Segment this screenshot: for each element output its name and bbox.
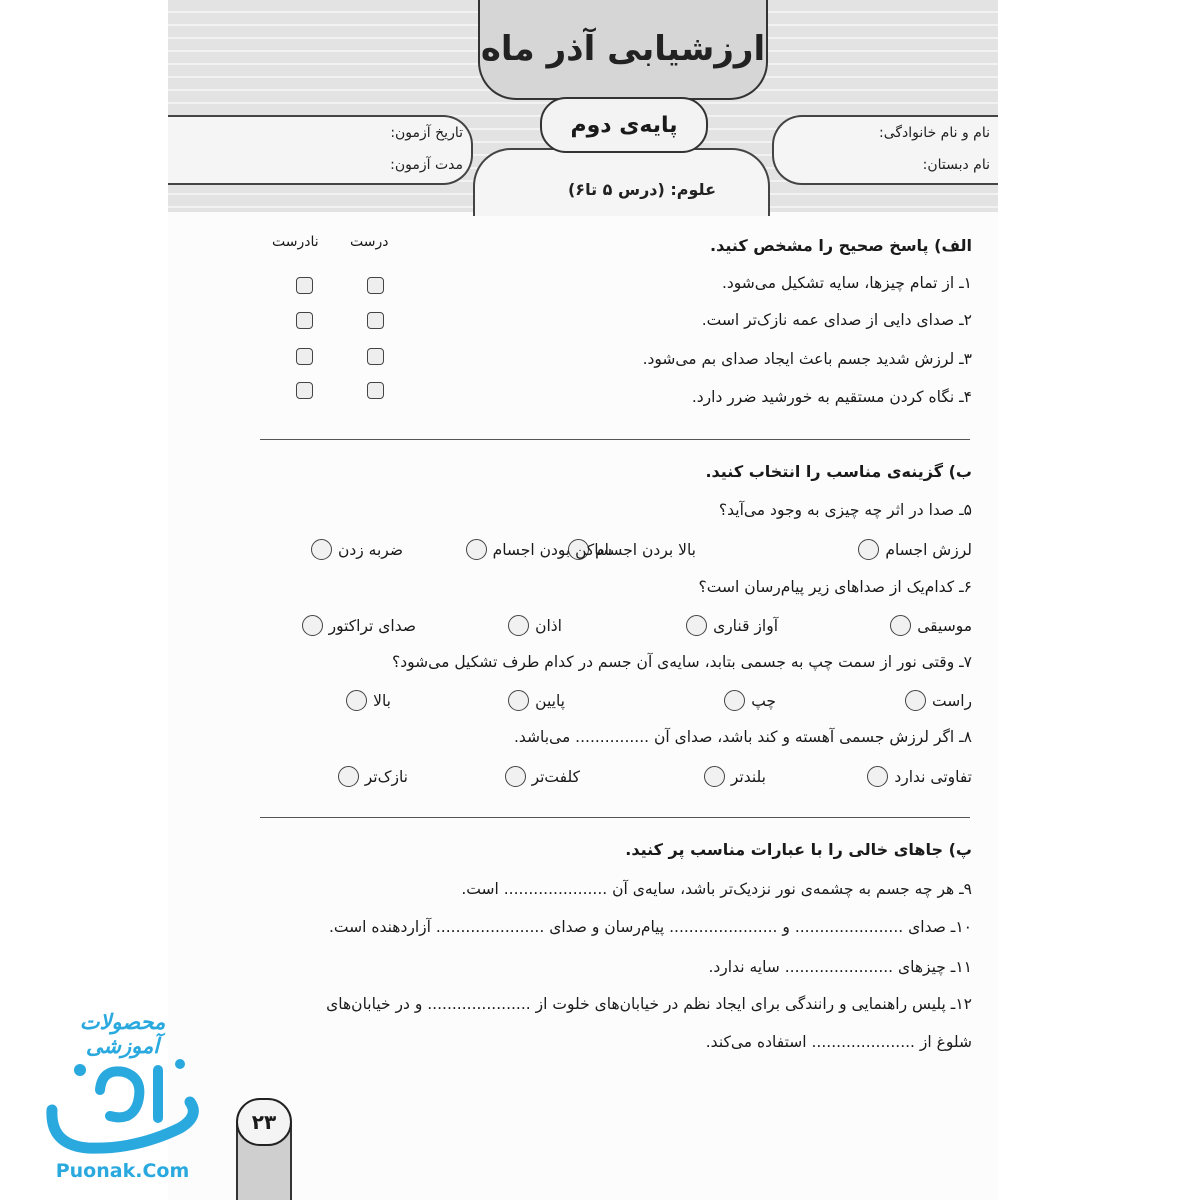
student-info-box <box>772 115 998 185</box>
checkbox-incorrect-1[interactable] <box>296 277 313 294</box>
fill-blank-10: ۱۰ـ صدای ...................... و ...................... پیام‌رسان و صدای ...................... آزاردهنده است. <box>328 918 972 936</box>
radio-circle[interactable] <box>686 615 707 636</box>
fill-blank-12-continued: شلوغ از ..................... استفاده می‌کند. <box>705 1033 972 1051</box>
checkbox-correct-3[interactable] <box>367 348 384 365</box>
checkbox-incorrect-2[interactable] <box>296 312 313 329</box>
brand-url: Puonak.Com <box>55 1160 190 1182</box>
option-6-3[interactable] <box>508 615 562 636</box>
option-label: بلندتر <box>730 767 766 786</box>
radio-circle[interactable] <box>338 766 359 787</box>
option-6-4[interactable] <box>302 615 416 636</box>
option-label: لرزش اجسام <box>885 540 972 559</box>
option-8-3[interactable] <box>505 766 580 787</box>
radio-circle[interactable] <box>867 766 888 787</box>
fill-blank-9: ۹ـ هر چه جسم به چشمه‌ی نور نزدیک‌تر باشد، سایه‌ی آن ..................... است. <box>461 880 972 898</box>
option-label: آواز قناری <box>713 616 778 635</box>
option-label: ساکن بودن اجسام <box>492 540 612 559</box>
section-a-heading: الف) پاسخ صحیح را مشخص کنید. <box>710 236 972 255</box>
option-label: ضربه زدن <box>337 540 403 559</box>
question-8: ۸ـ اگر لرزش جسمی آهسته و کند باشد، صدای آن ............... می‌باشد. <box>513 728 972 746</box>
radio-circle[interactable] <box>346 690 367 711</box>
option-label: صدای تراکتور <box>328 616 416 635</box>
fill-blank-11: ۱۱ـ چیزهای ...................... سایه ندارد. <box>708 958 972 976</box>
exam-date-label: تاریخ آزمون: <box>390 125 463 141</box>
radio-circle[interactable] <box>311 539 332 560</box>
page-number: ۲۳ <box>236 1098 292 1146</box>
option-label: بالا بردن اجسام <box>595 540 696 559</box>
radio-circle[interactable] <box>508 690 529 711</box>
grade-badge: پایه‌ی دوم <box>540 97 708 153</box>
option-label: راست <box>932 691 972 710</box>
radio-circle[interactable] <box>724 690 745 711</box>
option-label: تفاوتی ندارد <box>894 767 972 786</box>
radio-circle[interactable] <box>466 539 487 560</box>
option-5-4[interactable] <box>311 539 403 560</box>
exam-duration-label: مدت آزمون: <box>390 157 463 173</box>
radio-circle[interactable] <box>858 539 879 560</box>
checkbox-correct-4[interactable] <box>367 382 384 399</box>
fill-blank-12: ۱۲ـ پلیس راهنمایی و رانندگی برای ایجاد نظم در خیابان‌های خلوت از ..................... و در خیابان‌های <box>326 995 972 1013</box>
section-b-heading: ب) گزینه‌ی مناسب را انتخاب کنید. <box>705 462 972 481</box>
option-5-1[interactable] <box>858 539 972 560</box>
statement-2: ۲ـ صدای دایی از صدای عمه نازک‌تر است. <box>701 311 972 329</box>
checkbox-correct-2[interactable] <box>367 312 384 329</box>
logo-curl <box>100 1071 139 1117</box>
radio-circle[interactable] <box>505 766 526 787</box>
option-label: موسیقی <box>917 616 972 635</box>
logo-swoosh <box>52 1102 193 1148</box>
option-label: چپ <box>751 691 776 710</box>
option-7-1[interactable] <box>905 690 972 711</box>
option-label: کلفت‌تر <box>531 767 580 786</box>
option-6-1[interactable] <box>890 615 972 636</box>
option-6-2[interactable] <box>686 615 778 636</box>
question-7: ۷ـ وقتی نور از سمت چپ به جسمی بتابد، سایه‌ی آن جسم در کدام طرف تشکیل می‌شود؟ <box>392 653 972 671</box>
checkbox-incorrect-3[interactable] <box>296 348 313 365</box>
subject-label: علوم: (درس ۵ تا۶) <box>567 180 716 199</box>
question-5: ۵ـ صدا در اثر چه چیزی به وجود می‌آید؟ <box>718 501 972 519</box>
option-8-1[interactable] <box>867 766 972 787</box>
checkbox-correct-1[interactable] <box>367 277 384 294</box>
student-name-label: نام و نام خانوادگی: <box>879 125 990 141</box>
logo-dot <box>74 1064 86 1076</box>
statement-1: ۱ـ از تمام چیزها، سایه تشکیل می‌شود. <box>721 274 972 292</box>
option-7-4[interactable] <box>346 690 391 711</box>
option-label: نازک‌تر <box>364 767 408 786</box>
radio-circle[interactable] <box>905 690 926 711</box>
option-label: بالا <box>373 691 391 710</box>
page-title: ارزشیابی آذر ماه <box>478 0 768 100</box>
section-divider <box>260 817 970 818</box>
radio-circle[interactable] <box>890 615 911 636</box>
option-8-4[interactable] <box>338 766 408 787</box>
school-name-label: نام دبستان: <box>922 157 990 173</box>
column-incorrect-label: نادرست <box>272 234 319 250</box>
section-c-heading: پ) جاهای خالی را با عبارات مناسب پر کنید. <box>625 840 972 859</box>
option-label: پایین <box>535 691 565 710</box>
question-6: ۶ـ کدام‌یک از صداهای زیر پیام‌رسان است؟ <box>698 578 972 596</box>
brand-logo <box>40 1050 205 1160</box>
logo-dot <box>175 1059 185 1069</box>
subject-box <box>473 148 770 216</box>
radio-circle[interactable] <box>508 615 529 636</box>
exam-info-box <box>168 115 473 185</box>
option-5-3[interactable] <box>466 539 612 560</box>
option-8-2[interactable] <box>704 766 766 787</box>
radio-circle[interactable] <box>302 615 323 636</box>
checkbox-incorrect-4[interactable] <box>296 382 313 399</box>
brand-tagline: محصولات آموزشی <box>79 1010 166 1058</box>
option-7-2[interactable] <box>724 690 776 711</box>
column-correct-label: درست <box>350 234 389 250</box>
section-divider <box>260 439 970 440</box>
option-7-3[interactable] <box>508 690 565 711</box>
statement-3: ۳ـ لرزش شدید جسم باعث ایجاد صدای بم می‌شود. <box>642 350 972 368</box>
statement-4: ۴ـ نگاه کردن مستقیم به خورشید ضرر دارد. <box>691 388 972 406</box>
radio-circle[interactable] <box>704 766 725 787</box>
option-label: اذان <box>535 616 562 635</box>
